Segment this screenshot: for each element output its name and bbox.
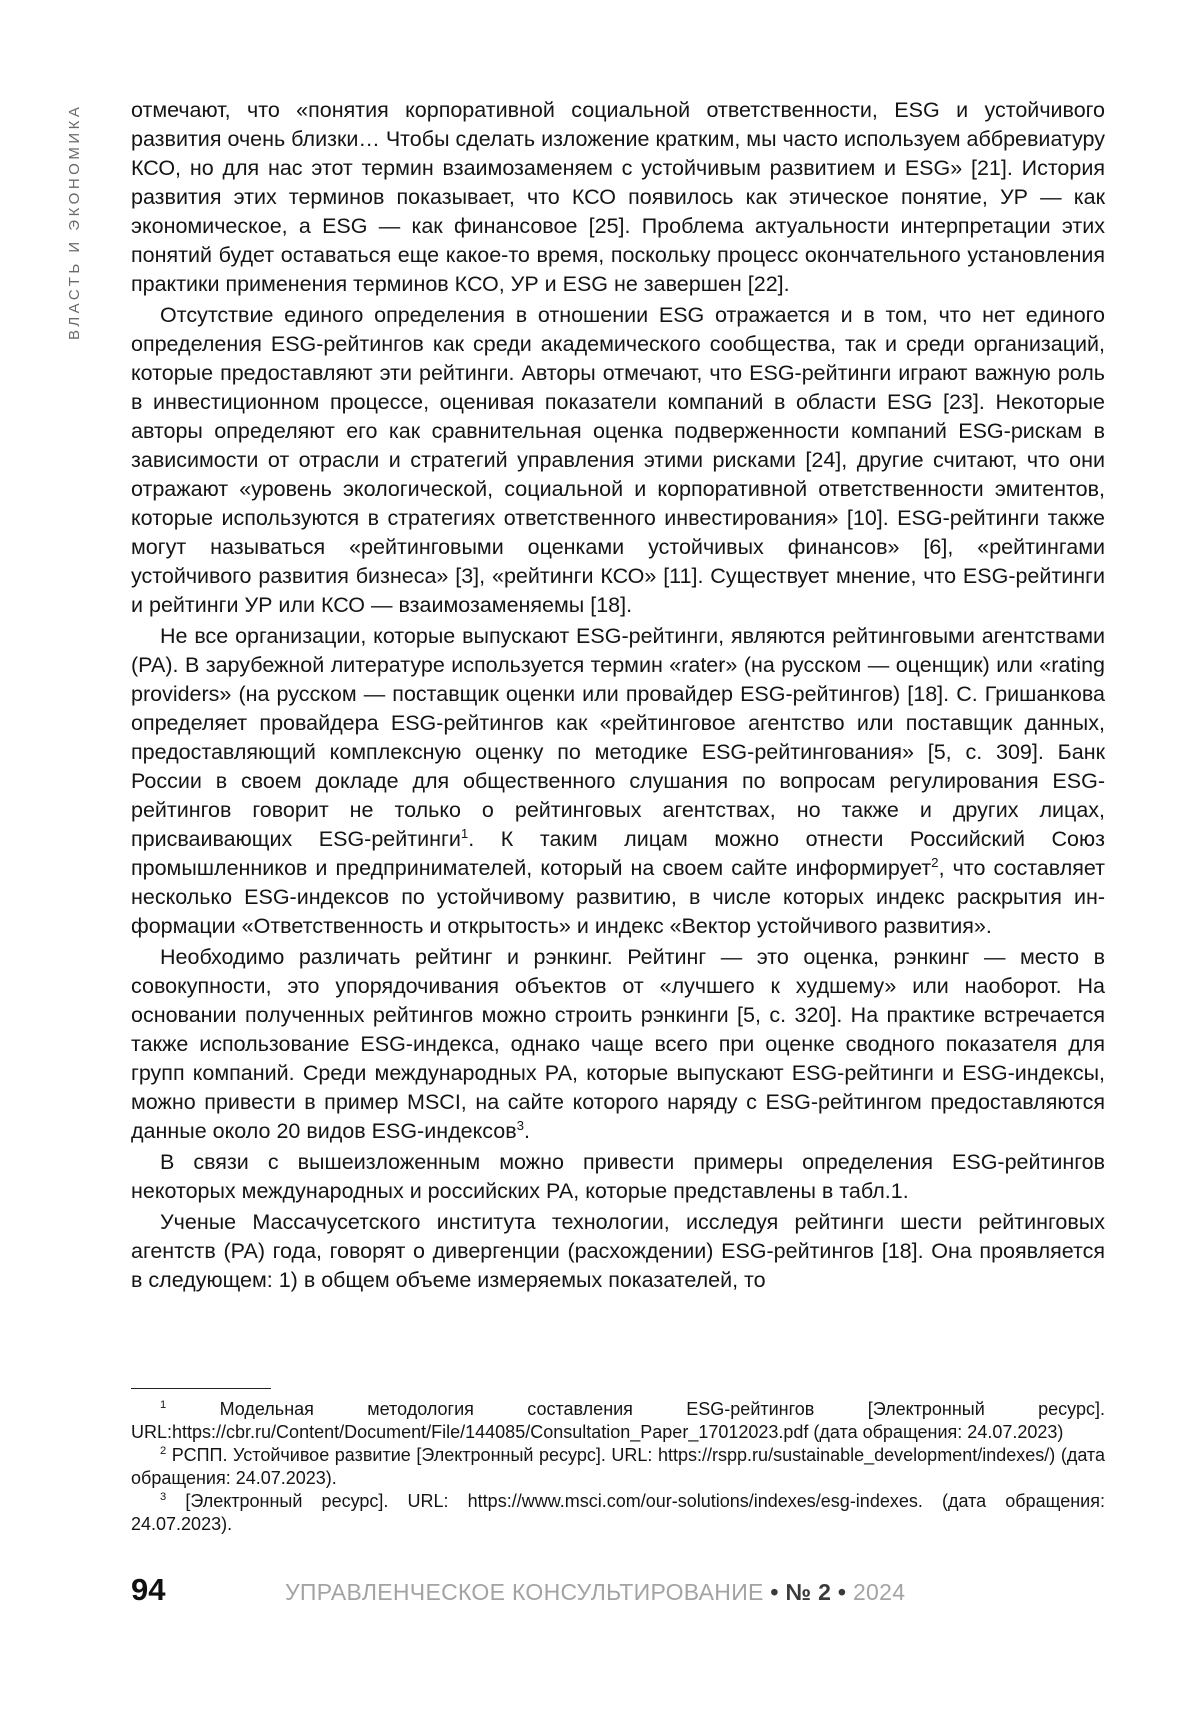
paragraph-5: В связи с вышеизложенным можно привести примеры определения ESG-рейтингов некоторых международных и российских РА, которые представлены в табл.1. xyxy=(131,1148,1105,1206)
footnote-number: 2 xyxy=(160,1445,166,1457)
footnote-ref-2[interactable]: 2 xyxy=(931,855,938,870)
footnote-ref-1[interactable]: 1 xyxy=(461,826,468,841)
paragraph-2: Отсутствие единого определения в отношении ESG отражается и в том, что нет единого определения ESG-рейтингов как среди академического сообщества, так и среди организаций, которые предоставляют эти рейтинги. Авторы отмечают, что ESG-рейтинги играют важную роль в инвестиционном процессе, оценивая показа­тели компаний в области ESG [23]. Некоторые авторы определяют его как сравни­тельная оценка подверженности компаний ESG-рискам в зависимости от отрасли и стратегий управления этими рисками [24], другие считают, что они отражают «уровень экологической, социальной и корпоративной ответственности эмитентов, которые используются в стратегиях ответственного инвестирования» [10]. ESG-рейтинги также могут называться «рейтинговыми оценками устойчивых финансов» [6], «рейтингами устойчивого развития бизнеса» [3], «рейтинги КСО» [11]. Суще­ствует мнение, что ESG-рейтинги и рейтинги УР или КСО — взаимозаменяемы [18]. xyxy=(131,301,1105,620)
footnote-3 xyxy=(131,1490,1105,1536)
paragraph-3 xyxy=(131,622,1105,941)
journal-title: УПРАВЛЕНЧЕСКОЕ КОНСУЛЬТИРОВАНИЕ xyxy=(285,1579,764,1605)
paragraph-6: Ученые Массачусетского института технологии, исследуя рейтинги шести рейтин­говых агентств (РА) года, говорят о дивергенции (расхождении) ESG-рейтингов [18]. Она проявляется в следующем: 1) в общем объеме измеряемых показателей, то xyxy=(131,1208,1105,1295)
page-number: 94 xyxy=(131,1572,165,1608)
separator-dot: • xyxy=(838,1579,846,1605)
paragraph-3-text-b: . К таким лицам можно отнести Российский Союз промышленников и пред­принимателей, который на своем сайте информирует xyxy=(131,827,1105,880)
paragraph-4-end: . xyxy=(524,1119,530,1143)
paragraph-3-text-a: Не все организации, которые выпускают ESG-рейтинги, являются рейтинговыми агентствами (РА). В зарубежной литературе используется термин «rater» (на рус­ском — оценщик) или «rating providers» (на русском — поставщик оценки или про­вайдер ESG-рейтингов) [18]. С. Гришанкова определяет провайдера ESG-рейтингов как «рейтинговое агентство или поставщик данных, предоставляющий комплексную оценку по методике ESG-рейтингования» [5, с. 309]. Банк России в своем докладе для общественного слушания по вопросам регулирования ESG-рейтингов говорит не только о рейтинговых агентствах, но также и других лицах, присваивающих ESG-рейтинги xyxy=(131,624,1105,851)
publication-year: 2024 xyxy=(853,1579,905,1605)
section-side-label: ВЛАСТЬ И ЭКОНОМИКА xyxy=(66,104,83,340)
paragraph-4 xyxy=(131,943,1105,1146)
footnote-text: Модельная методология составления ESG-рейтингов [Электронный ресурс]. URL:https://cbr.ru/Content/Document/File/144085/Consultation_Paper_17012023.pdf (дата обращения: 24.07.2023) xyxy=(131,1399,1105,1442)
footnote-2 xyxy=(131,1444,1105,1490)
footnote-number: 3 xyxy=(160,1491,166,1503)
page-footer xyxy=(131,1572,1105,1612)
journal-running-title xyxy=(285,1579,905,1606)
article-body xyxy=(131,96,1105,1297)
footnote-number: 1 xyxy=(160,1399,166,1411)
paragraph-1: отмечают, что «понятия корпоративной социальной ответственности, ESG и устой­чивого развития очень близки… Чтобы сделать изложение кратким, мы часто ис­пользуем аббревиатуру КСО, но для нас этот термин взаимозаменяем с устойчивым развитием и ESG» [21]. История развития этих терминов показывает, что КСО появилось как этическое понятие, УР — как экономическое, а ESG — как финан­совое [25]. Проблема актуальности интерпретации этих понятий будет оставаться еще какое-то время, поскольку процесс окончательного установления практики применения терминов КСО, УР и ESG не завершен [22]. xyxy=(131,96,1105,299)
separator-dot: • xyxy=(770,1579,778,1605)
footnotes xyxy=(131,1398,1105,1536)
footnote-ref-3[interactable]: 3 xyxy=(517,1118,524,1133)
issue-number: № 2 xyxy=(785,1579,831,1605)
footnote-1 xyxy=(131,1398,1105,1444)
paragraph-3-text-c: , что составляет несколько ESG-индексов по устойчивому развитию, в числе которых индекс раскрытия ин­формации «Ответственность и открытость» и индекс «Вектор устойчивого развития». xyxy=(131,856,1105,938)
footnote-text: РСПП. Устойчивое развитие [Электронный ресурс]. URL: https://rspp.ru/sustainable_deve­lopment/indexes/) (дата обращения: 24.07.2023). xyxy=(131,1445,1105,1488)
footnote-text: [Электронный ресурс]. URL: https://www.msci.com/our-solutions/indexes/esg-indexes. (да­та обращения: 24.07.2023). xyxy=(131,1491,1105,1534)
journal-page xyxy=(0,0,1200,1710)
paragraph-4-text: Необходимо различать рейтинг и рэнкинг. Рейтинг — это оценка, рэнкинг — место в совокупности, это упорядочивания объектов от «лучшего к худшему» или наоборот. На основании полученных рейтингов можно строить рэнкинги [5, с. 320]. На практике встречается также использование ESG-индекса, однако чаще всего при оценке сводного показателя для групп компаний. Среди международных РА, которые выпускают ESG-рейтинги и ESG-индексы, можно привести в пример MSCI, на сайте которого наряду с ESG-рейтингом предоставляются данные около 20 ви­дов ESG-индексов xyxy=(131,945,1105,1143)
footnote-divider xyxy=(131,1388,271,1389)
